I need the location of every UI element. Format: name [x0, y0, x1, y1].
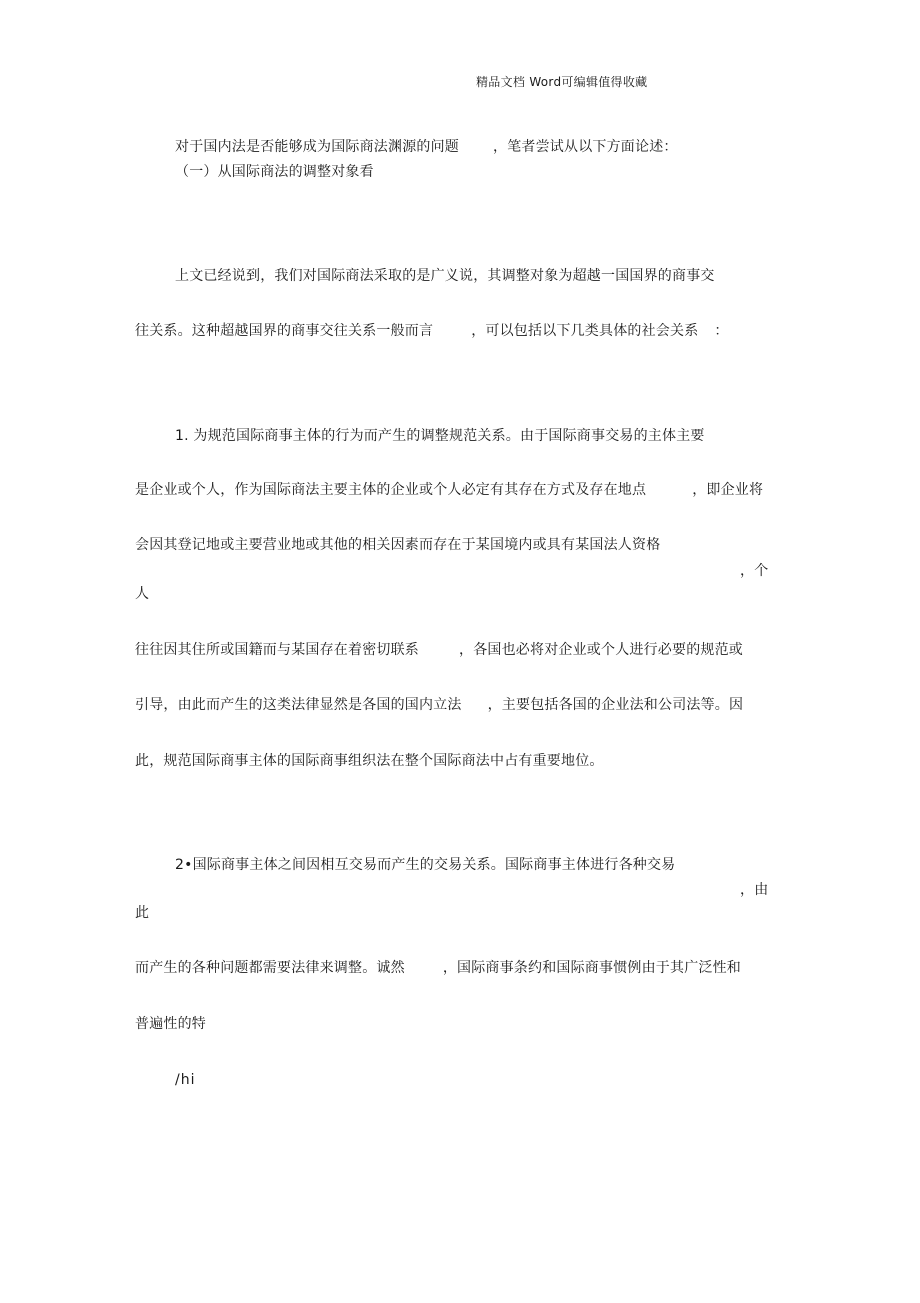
para1-line-2-text-b: ，可以包括以下几类具体的社会关系 — [471, 323, 699, 339]
item2-line-3 — [135, 959, 741, 977]
section-title: （一）从国际商法的调整对象看 — [175, 164, 374, 180]
item1-line-2-text-b: ，即企业将 — [692, 482, 764, 498]
intro-text-a: 对于国内法是否能够成为国际商法渊源的问题 — [175, 139, 459, 155]
footer-fragment: /hi — [175, 1072, 196, 1088]
page-header: 精品文档 Word可编辑值得收藏 — [476, 75, 648, 89]
item2-line-1: 2•国际商事主体之间因相互交易而产生的交易关系。国际商事主体进行各种交易 — [175, 857, 676, 873]
item1-line-6-text-b: ，主要包括各国的企业法和公司法等。因 — [487, 697, 744, 713]
item1-line-2 — [135, 481, 763, 499]
para1-line-1: 上文已经说到，我们对国际商法采取的是广义说，其调整对象为超越一国国界的商事交 — [175, 268, 715, 284]
item1-line-3: 会因其登记地或主要营业地或其他的相关因素而存在于某国境内或具有某国法人资格 — [135, 537, 661, 553]
item1-line-6-text-a: 引导，由此而产生的这类法律显然是各国的国内立法 — [135, 697, 462, 713]
para1-line-2 — [135, 322, 729, 340]
item1-line-6 — [135, 696, 743, 714]
intro-line-1 — [175, 138, 678, 156]
item1-line-5 — [135, 641, 743, 659]
item1-line-2-text-a: 是企业或个人，作为国际商法主要主体的企业或个人必定有其存在方式及存在地点 — [135, 482, 647, 498]
item1-line-1: 1. 为规范国际商事主体的行为而产生的调整规范关系。由于国际商事交易的主体主要 — [175, 428, 705, 444]
item1-line-4: 人 — [135, 586, 150, 602]
intro-text-b: ，笔者尝试从以下方面论述： — [493, 139, 678, 155]
item2-line-4: 普遍性的特 — [135, 1016, 206, 1032]
para1-line-2-text-a: 往关系。这种超越国界的商事交往关系一般而言 — [135, 323, 434, 339]
item2-line-1-end: ，由 — [740, 882, 769, 898]
item1-line-3-end: ，个 — [740, 563, 769, 579]
item2-line-3-text-b: ，国际商事条约和国际商事惯例由于其广泛性和 — [442, 960, 742, 976]
para1-line-2-text-c: ： — [714, 323, 729, 339]
item1-line-5-text-a: 往往因其住所或国籍而与某国存在着密切联系 — [135, 642, 419, 658]
item2-line-2: 此 — [135, 905, 150, 921]
item1-line-5-text-b: ，各国也必将对企业或个人进行必要的规范或 — [459, 642, 743, 658]
item2-line-3-text-a: 而产生的各种问题都需要法律来调整。诚然 — [135, 960, 405, 976]
item1-line-7: 此，规范国际商事主体的国际商事组织法在整个国际商法中占有重要地位。 — [135, 753, 604, 769]
